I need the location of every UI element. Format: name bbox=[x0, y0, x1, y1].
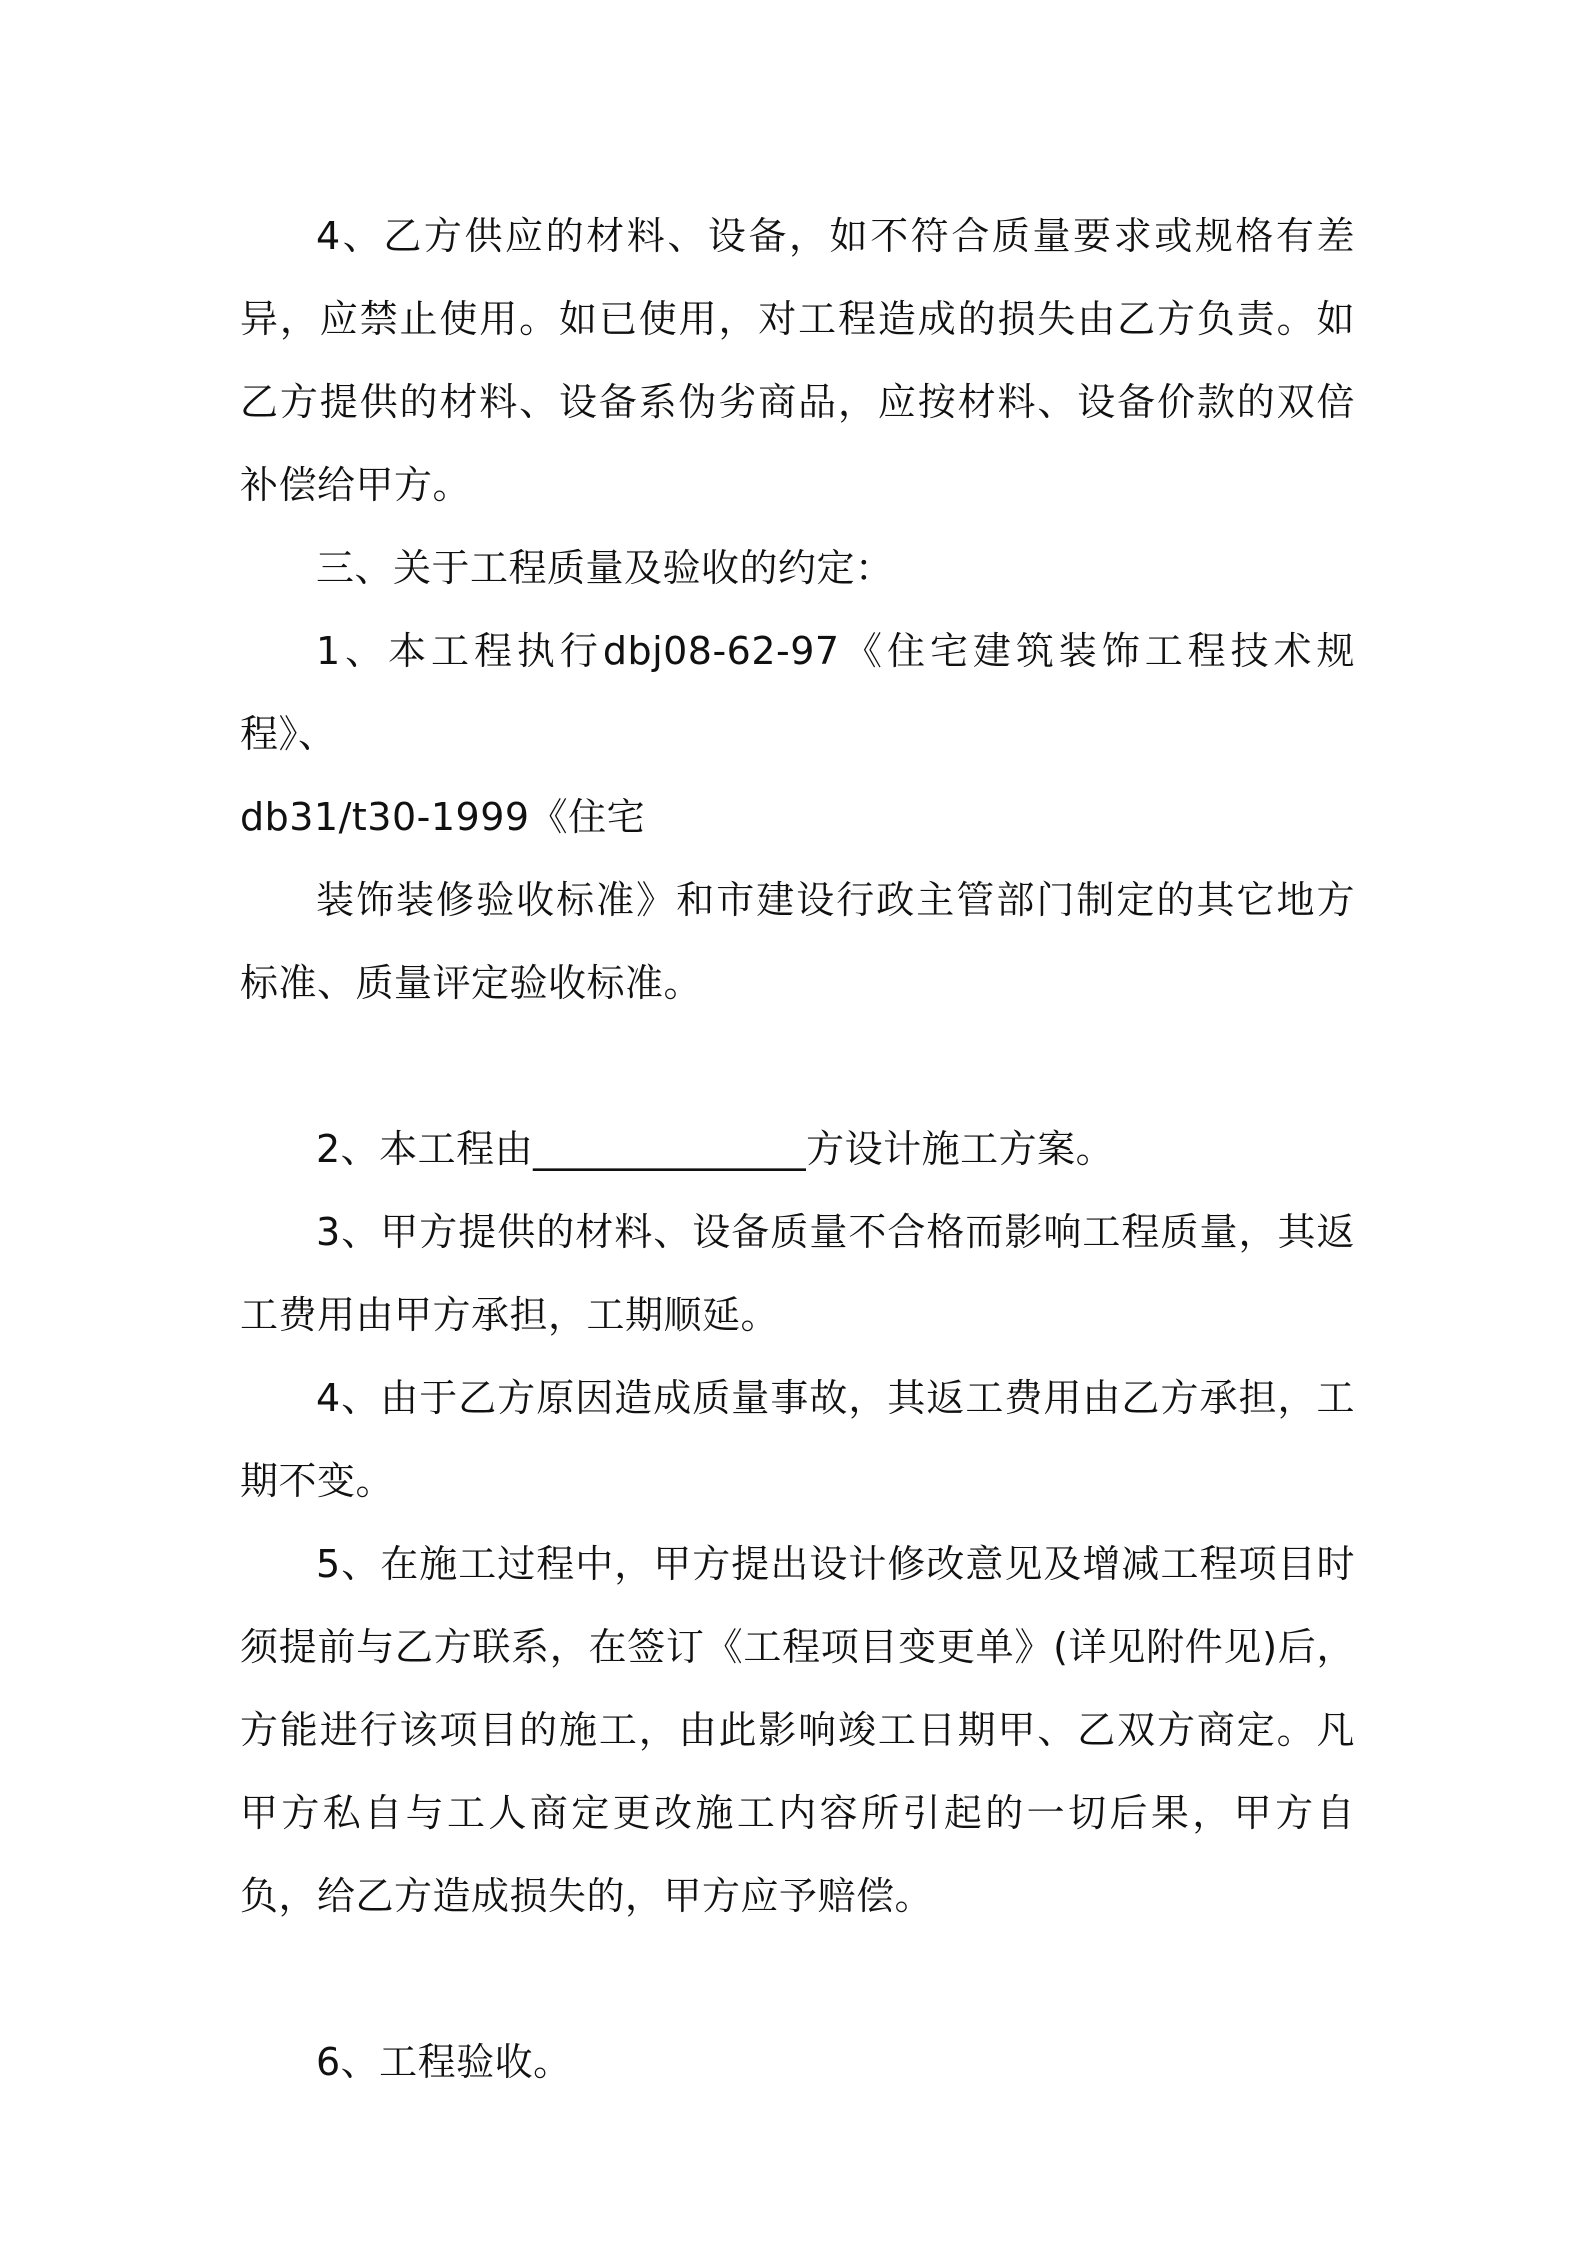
paragraph-design-changes: 5、在施工过程中，甲方提出设计修改意见及增减工程项目时须提前与乙方联系，在签订《工程项目变更单》(详见附件见)后，方能进行该项目的施工，由此影响竣工日期甲、乙双方商定。凡甲方私自与工人商定更改施工内容所引起的一切后果，甲方自负，给乙方造成损失的，甲方应予赔偿。 bbox=[240, 1542, 1355, 1918]
paragraph-party-b-accident: 4、由于乙方原因造成质量事故，其返工费用由乙方承担，工期不变。 bbox=[240, 1376, 1355, 1503]
paragraph-standards-2: db31/t30-1999《住宅 bbox=[240, 795, 646, 839]
paragraph-standards-3: 装饰装修验收标准》和市建设行政主管部门制定的其它地方标准、质量评定验收标准。 bbox=[240, 878, 1355, 1005]
section-heading-quality-acceptance: 三、关于工程质量及验收的约定： bbox=[316, 546, 894, 590]
paragraph-party-a-materials: 3、甲方提供的材料、设备质量不合格而影响工程质量，其返工费用由甲方承担，工期顺延。 bbox=[240, 1210, 1355, 1337]
blank-line bbox=[240, 1938, 1355, 2021]
paragraph-material-quality: 4、乙方供应的材料、设备，如不符合质量要求或规格有差异，应禁止使用。如已使用，对工程造成的损失由乙方负责。如乙方提供的材料、设备系伪劣商品，应按材料、设备价款的双倍补偿给甲方。 bbox=[240, 214, 1355, 507]
paragraph-standards-1: 1、本工程执行dbj08-62-97《住宅建筑装饰工程技术规程》、 bbox=[240, 629, 1355, 756]
document-body bbox=[240, 195, 1355, 2104]
paragraph-design-party: 2、本工程由______________方设计施工方案。 bbox=[316, 1127, 1115, 1171]
paragraph-acceptance: 6、工程验收。 bbox=[316, 2040, 572, 2084]
blank-line bbox=[240, 1025, 1355, 1108]
